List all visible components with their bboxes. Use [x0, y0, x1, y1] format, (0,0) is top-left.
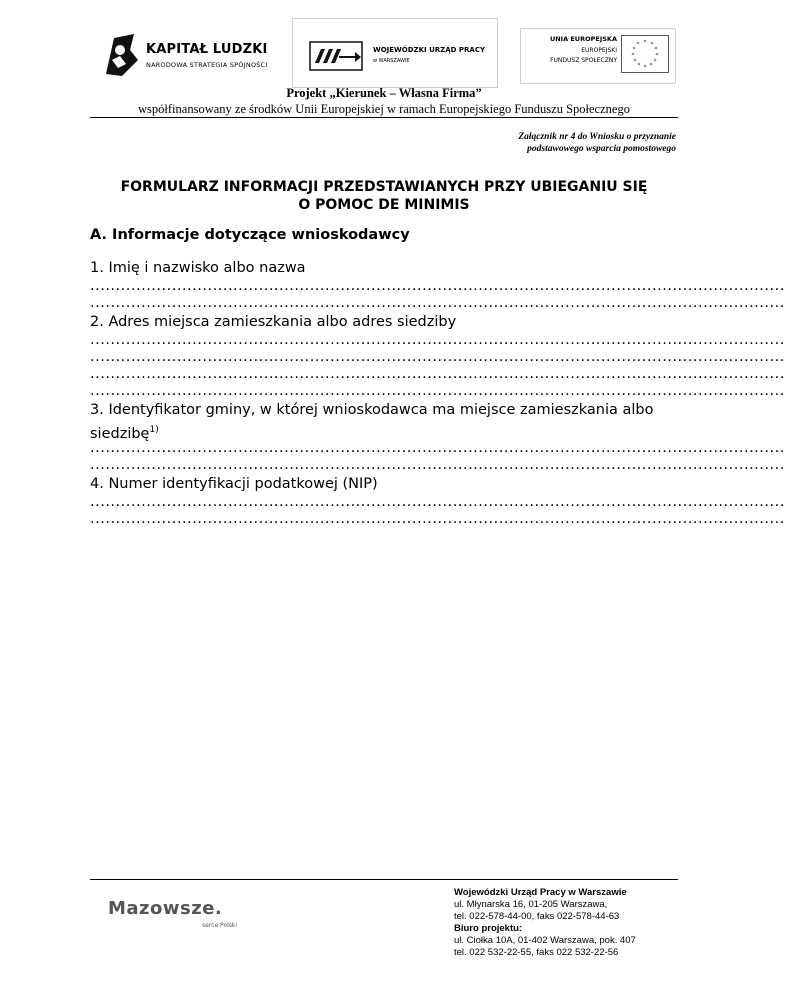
mazowsze-tagline: serce Polski [202, 922, 238, 929]
field-1-fill-line[interactable]: ........................................................................................................................................ [90, 278, 785, 294]
form-title-line-2: O POMOC DE MINIMIS [298, 197, 470, 213]
field-2-fill-line[interactable]: ........................................................................................................................................ [90, 366, 785, 382]
form-title [90, 178, 678, 214]
field-3-fill-line[interactable]: ........................................................................................................................................ [90, 457, 785, 473]
mazowsze-wordmark: Mazowsze. [108, 898, 223, 919]
field-1-fill-line[interactable]: ........................................................................................................................................ [90, 295, 785, 311]
annex-line-2: podstawowego wsparcia pomostowego [527, 144, 676, 154]
eu-subtitle-1: EUROPEJSKI [581, 47, 617, 54]
svg-text:*: * [631, 52, 635, 59]
field-3-label-line-2 [90, 420, 678, 440]
svg-text:*: * [633, 58, 637, 65]
field-2-label: 2. Adres miejsca zamieszkania albo adres siedziby [90, 314, 457, 330]
header-divider [90, 117, 678, 118]
office-phone: tel. 022-578-44-00, faks 022-578-44-63 [454, 911, 620, 922]
kapital-ludzki-logo [100, 26, 300, 84]
field-2-fill-line[interactable]: ........................................................................................................................................ [90, 349, 785, 365]
form-fields [90, 258, 785, 528]
svg-text:*: * [653, 58, 657, 65]
field-3-fill-line[interactable]: ........................................................................................................................................ [90, 440, 785, 456]
kapital-ludzki-subtitle: NARODOWA STRATEGIA SPÓJNOŚCI [146, 61, 268, 69]
field-4-fill-line[interactable]: ........................................................................................................................................ [90, 511, 785, 527]
svg-text:*: * [643, 64, 647, 71]
footnote-marker: 1) [149, 425, 159, 435]
svg-text:*: * [632, 46, 636, 53]
annex-line-1: Załącznik nr 4 do Wniosku o przyznanie [518, 132, 676, 142]
project-title: Projekt „Kierunek – Własna Firma” [286, 86, 482, 100]
mazowsze-logo [108, 898, 258, 938]
footer-divider [90, 879, 678, 880]
bureau-label: Biuro projektu: [454, 923, 523, 934]
field-1-label: 1. Imię i nazwisko albo nazwa [90, 260, 306, 276]
eu-title: UNIA EUROPEJSKA [549, 35, 617, 43]
wup-subtitle: w WARSZAWIE [373, 58, 410, 64]
eu-logo [520, 28, 676, 84]
kapital-ludzki-title: KAPITAŁ LUDZKI [146, 42, 268, 57]
form-title-line-1: FORMULARZ INFORMACJI PRZEDSTAWIANYCH PRZY UBIEGANIU SIĘ [120, 179, 648, 195]
project-subtitle: współfinansowany ze środków Unii Europejskiej w ramach Europejskiego Funduszu Społecznego [138, 102, 630, 116]
field-4-fill-line[interactable]: ........................................................................................................................................ [90, 494, 785, 510]
svg-text:*: * [636, 41, 640, 48]
footer-contact [454, 887, 684, 959]
field-3-label-line-1: 3. Identyfikator gminy, w której wnioskodawca ma miejsce zamieszkania albo [90, 402, 654, 418]
kapital-ludzki-emblem-icon [100, 30, 140, 80]
eu-subtitle-2: FUNDUSZ SPOŁECZNY [550, 57, 617, 64]
office-name: Wojewódzki Urząd Pracy w Warszawie [454, 887, 627, 898]
office-address: ul. Młynarska 16, 01-205 Warszawa, [454, 899, 608, 910]
svg-text:*: * [650, 41, 654, 48]
svg-text:*: * [649, 62, 653, 69]
annex-note [376, 131, 676, 155]
field-2-fill-line[interactable]: ........................................................................................................................................ [90, 332, 785, 348]
svg-text:*: * [655, 52, 659, 59]
wup-emblem-icon [309, 41, 363, 71]
svg-text:*: * [654, 46, 658, 53]
svg-text:*: * [643, 39, 647, 46]
svg-text:*: * [637, 62, 641, 69]
bureau-phone: tel. 022 532-22-55, faks 022 532-22-56 [454, 947, 619, 958]
bureau-address: ul. Ciołka 10A, 01-402 Warszawa, pok. 407 [454, 935, 636, 946]
wup-logo [292, 18, 498, 88]
eu-flag-icon [621, 35, 669, 73]
field-4-label: 4. Numer identyfikacji podatkowej (NIP) [90, 476, 378, 492]
field-2-fill-line[interactable]: ........................................................................................................................................ [90, 383, 785, 399]
section-a-heading: A. Informacje dotyczące wnioskodawcy [90, 227, 410, 243]
wup-title: WOJEWÓDZKI URZĄD PRACY [373, 46, 486, 54]
field-3-label-text: siedzibę [90, 425, 150, 442]
